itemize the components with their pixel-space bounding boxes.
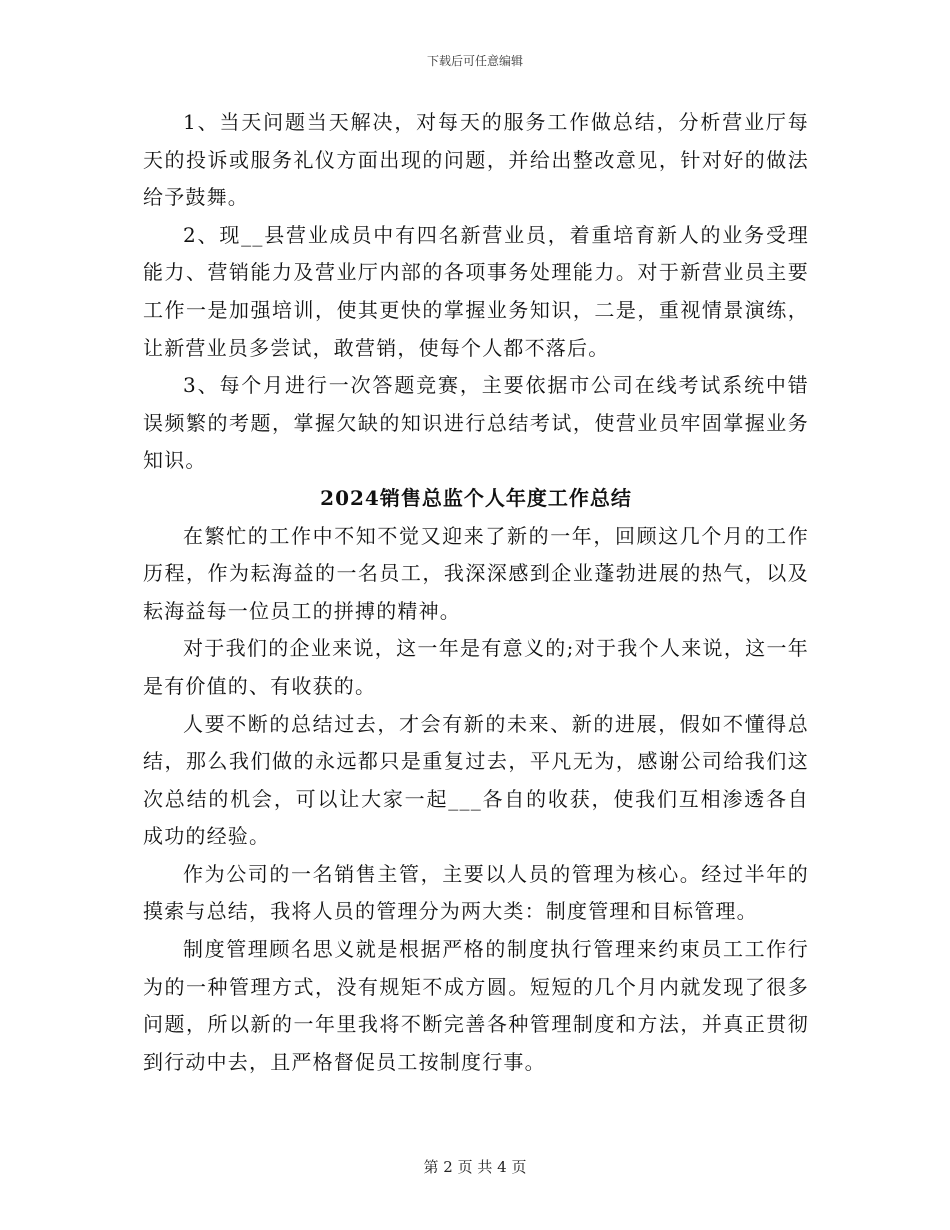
page-header: 下载后可任意编辑 bbox=[426, 54, 523, 68]
paragraph-item-1: 1、当天问题当天解决，对每天的服务工作做总结，分析营业厅每天的投诉或服务礼仪方面出现的问题，并给出整改意见，针对好的做法给予鼓舞。 bbox=[143, 110, 809, 210]
paragraph-item-2: 2、现__县营业成员中有四名新营业员，着重培育新人的业务受理能力、营销能力及营业厅内部的各项事务处理能力。对于新营业员主要工作一是加强培训，使其更快的掌握业务知识，二是，重视情景演练，让新营业员多尝试，敢营销，使每个人都不落后。 bbox=[143, 222, 809, 360]
paragraph-intro: 在繁忙的工作中不知不觉又迎来了新的一年，回顾这几个月的工作历程，作为耘海益的一名员工，我深深感到企业蓬勃进展的热气，以及耘海益每一位员工的拼搏的精神。 bbox=[143, 523, 809, 623]
paragraph-system-management: 制度管理顾名思义就是根据严格的制度执行管理来约束员工工作行为的一种管理方式，没有规矩不成方圆。短短的几个月内就发现了很多问题，所以新的一年里我将不断完善各种管理制度和方法，并真正贯彻到行动中去，且严格督促员工按制度行事。 bbox=[143, 937, 809, 1074]
document-body bbox=[143, 104, 809, 1081]
section-title: 2024销售总监个人年度工作总结 bbox=[320, 485, 632, 510]
paragraph-summary: 人要不断的总结过去，才会有新的未来、新的进展，假如不懂得总结，那么我们做的永远都只是重复过去，平凡无为，感谢公司给我们这次总结的机会，可以让大家一起___各自的收获，使我们互相渗透各自成功的经验。 bbox=[143, 711, 809, 849]
page-number: 第 2 页 共 4 页 bbox=[423, 1158, 527, 1176]
paragraph-meaning: 对于我们的企业来说，这一年是有意义的;对于我个人来说，这一年是有价值的、有收获的。 bbox=[143, 636, 809, 698]
paragraph-management-role: 作为公司的一名销售主管，主要以人员的管理为核心。经过半年的摸索与总结，我将人员的管理分为两大类：制度管理和目标管理。 bbox=[143, 861, 809, 924]
paragraph-item-3: 3、每个月进行一次答题竞赛，主要依据市公司在线考试系统中错误频繁的考题，掌握欠缺的知识进行总结考试，使营业员牢固掌握业务知识。 bbox=[143, 373, 809, 473]
